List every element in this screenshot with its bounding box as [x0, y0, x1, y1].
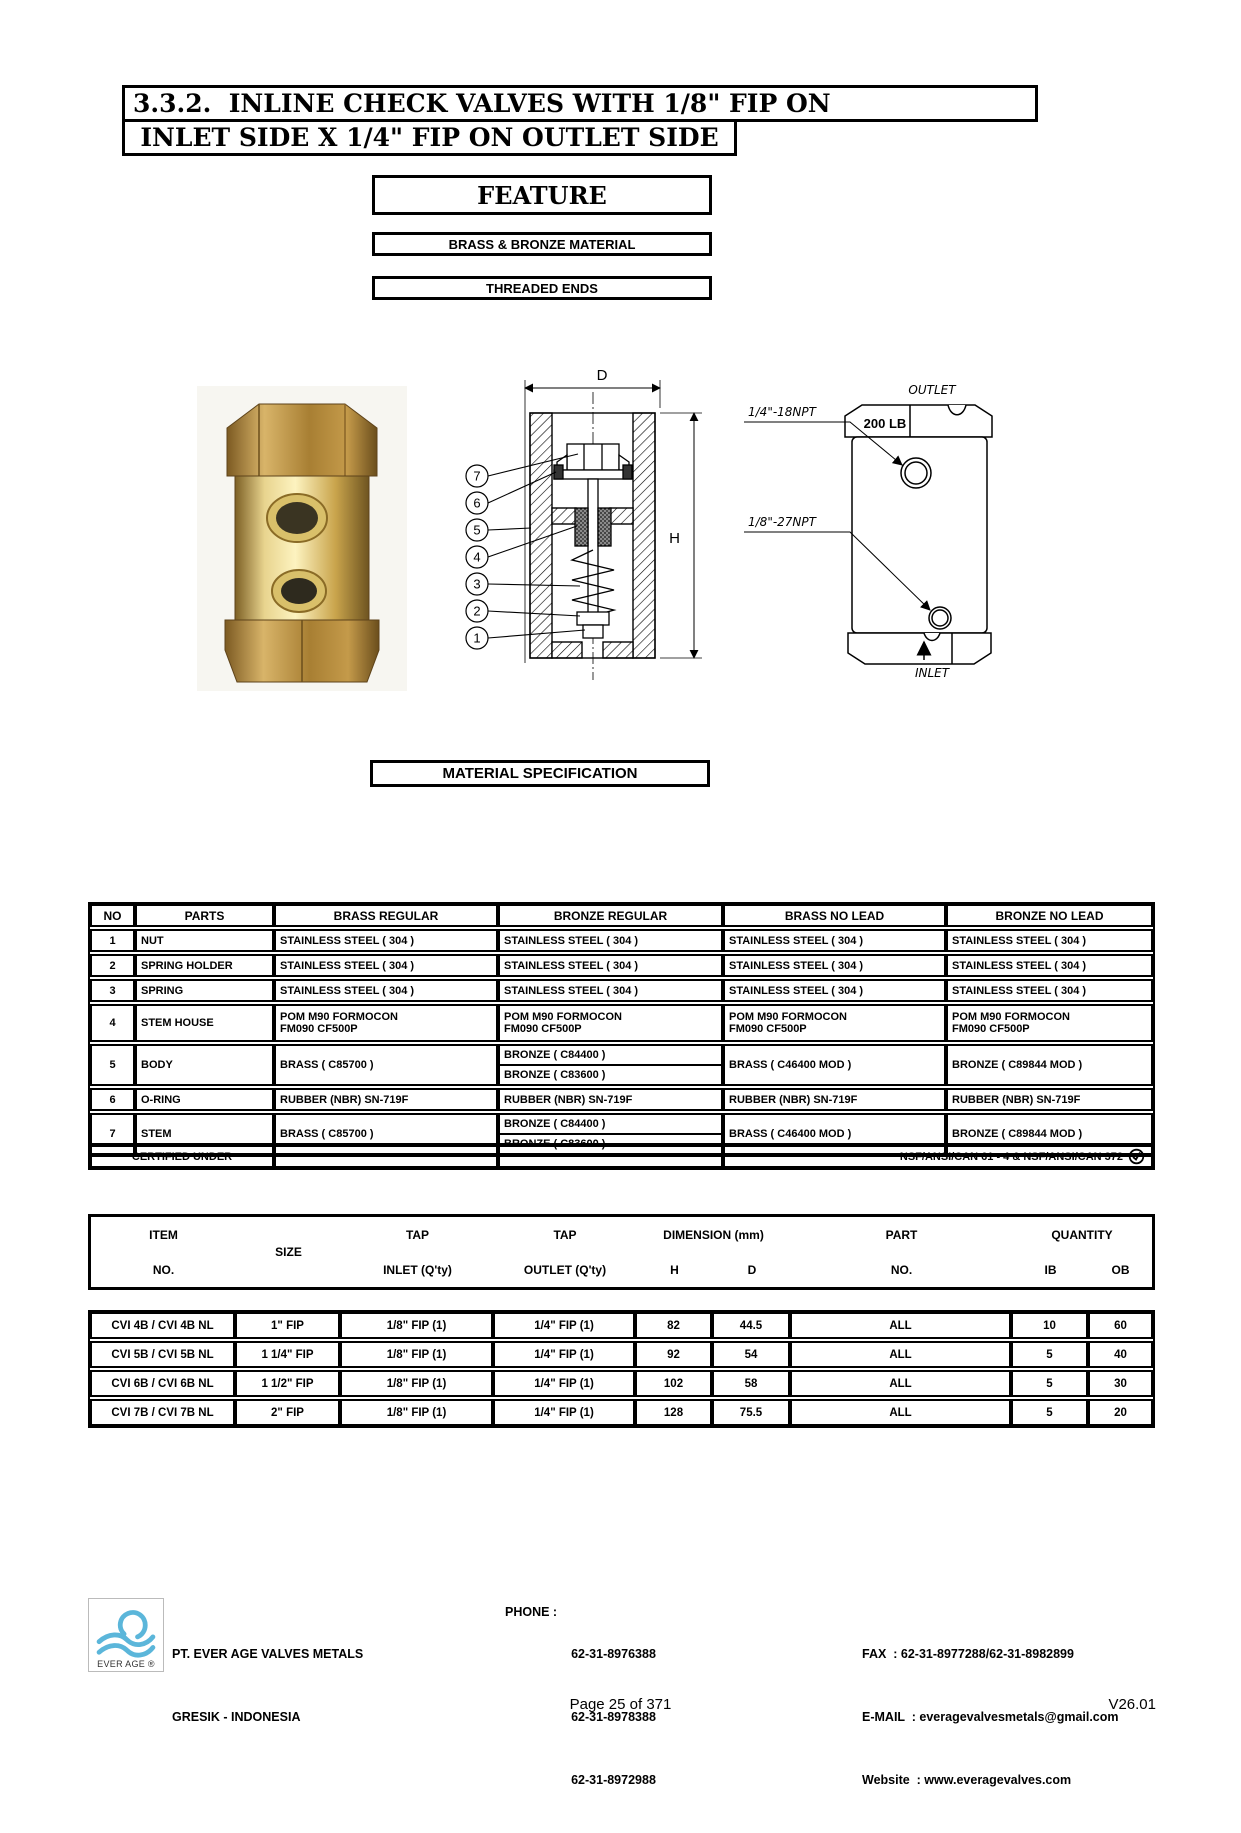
qty-ib: 5 [1011, 1399, 1088, 1426]
cell-bronze-regular: STAINLESS STEEL ( 304 ) [498, 979, 723, 1002]
bronze-option-2: BRONZE ( C83600 ) [504, 1138, 606, 1150]
dim-d: 44.5 [712, 1312, 790, 1339]
email-line: E-MAIL : everagevalvesmetals@gmail.com [862, 1710, 1119, 1724]
phone-number: 62-31-8978388 [571, 1710, 656, 1724]
cell-bronze-regular: STAINLESS STEEL ( 304 ) [498, 954, 723, 977]
feature-material-label: BRASS & BRONZE MATERIAL [448, 236, 636, 252]
valve-port-hole-bottom-inner [281, 578, 317, 604]
bottom-nut [583, 625, 603, 638]
hdr-item-no: NO. [152, 1262, 175, 1277]
material-spec-heading: MATERIAL SPECIFICATION [442, 765, 638, 782]
hdr-quantity: QUANTITY [1051, 1227, 1113, 1242]
row-part: STEM HOUSE [135, 1004, 274, 1042]
dim-d: 58 [712, 1370, 790, 1397]
row-no: 1 [90, 929, 135, 952]
table-row-stem-house [90, 1004, 1153, 1042]
callout-4: 4 [473, 549, 481, 565]
col-brass-regular: BRASS REGULAR [274, 904, 498, 927]
size: 1 1/4" FIP [235, 1341, 340, 1368]
item-no: CVI 6B / CVI 6B NL [90, 1370, 235, 1397]
stem-house-right [598, 508, 611, 546]
inlet-label: INLET [914, 666, 950, 680]
material-line1: POM M90 FORMOCON [280, 1011, 398, 1023]
item-no: CVI 5B / CVI 5B NL [90, 1341, 235, 1368]
logo-text: EVER AGE ® [97, 1659, 155, 1669]
material-line1: POM M90 FORMOCON [504, 1011, 622, 1023]
phone-number: 62-31-8976388 [571, 1647, 656, 1661]
qty-ob: 40 [1088, 1341, 1153, 1368]
hdr-item: ITEM [149, 1227, 178, 1242]
row-no: 5 [90, 1044, 135, 1086]
callout-3: 3 [473, 576, 481, 592]
cell-bronze-no-lead: STAINLESS STEEL ( 304 ) [946, 979, 1153, 1002]
stem-nut [567, 444, 619, 470]
page-title [122, 85, 1038, 156]
hdr-tap-outlet: TAP [553, 1227, 577, 1242]
item-table-body [88, 1310, 1155, 1428]
row-no: 2 [90, 954, 135, 977]
cell-brass-regular: STAINLESS STEEL ( 304 ) [274, 954, 498, 977]
company-info [172, 1602, 363, 1749]
qty-ob: 20 [1088, 1399, 1153, 1426]
tap-inlet: 1/8" FIP (1) [340, 1312, 493, 1339]
catalog-version: V26.01 [1108, 1696, 1156, 1713]
feature-heading-box [372, 175, 712, 215]
material-line2: FM090 CF500P [280, 1023, 358, 1035]
cell-brass-regular [274, 1004, 498, 1042]
size: 1 1/2" FIP [235, 1370, 340, 1397]
valve-top-cap [227, 404, 377, 476]
dim-h: 102 [635, 1370, 712, 1397]
tap-outlet: 1/4" FIP (1) [493, 1370, 635, 1397]
material-spec-table [88, 902, 1155, 1157]
feature-ends-label: THREADED ENDS [486, 280, 598, 296]
page-title-line1: 3.3.2. INLINE CHECK VALVES WITH 1/8" FIP ON [122, 85, 1038, 122]
row-part: BODY [135, 1044, 274, 1086]
row-part: SPRING [135, 979, 274, 1002]
row-part: O-RING [135, 1088, 274, 1111]
cell-bronze-regular: STAINLESS STEEL ( 304 ) [498, 929, 723, 952]
row-no: 6 [90, 1088, 135, 1111]
part-no: ALL [790, 1341, 1011, 1368]
fax-line: FAX : 62-31-8977288/62-31-8982899 [862, 1647, 1074, 1661]
part-no: ALL [790, 1399, 1011, 1426]
certified-under-row [88, 1143, 1155, 1170]
table-row-spring [90, 979, 1153, 1002]
material-line2: FM090 CF500P [952, 1023, 1030, 1035]
cell-brass-no-lead: STAINLESS STEEL ( 304 ) [723, 979, 946, 1002]
cell-bronze-no-lead: BRONZE ( C89844 MOD ) [946, 1113, 1153, 1155]
website-line: Website : www.everagevalves.com [862, 1773, 1072, 1787]
feature-ends-box [372, 276, 712, 300]
qty-ib: 5 [1011, 1370, 1088, 1397]
nsf-certification-icon [1128, 1148, 1145, 1165]
tap-inlet: 1/8" FIP (1) [340, 1341, 493, 1368]
bottom-hex-cap [848, 633, 991, 664]
hdr-outlet-qty: OUTLET (Q'ty) [523, 1262, 607, 1277]
hdr-h: H [670, 1262, 679, 1277]
part-no: ALL [790, 1370, 1011, 1397]
inlet-thread-label: 1/8"-27NPT [748, 515, 816, 529]
callout-6: 6 [473, 495, 481, 511]
material-spec-heading-box [370, 760, 710, 787]
certified-empty-cell [498, 1145, 723, 1168]
valve-outline [845, 405, 992, 664]
dimension-h [660, 413, 702, 658]
page-number: Page 25 of 371 [569, 1696, 672, 1713]
cell-brass-regular: BRASS ( C85700 ) [274, 1044, 498, 1086]
dimension-h-label: H [669, 530, 680, 547]
item-row-cvi4b [90, 1312, 1153, 1339]
qty-ib: 10 [1011, 1312, 1088, 1339]
col-bronze-no-lead: BRONZE NO LEAD [946, 904, 1153, 927]
stem-house-left [575, 508, 588, 546]
qty-ob: 60 [1088, 1312, 1153, 1339]
cell-brass-regular: RUBBER (NBR) SN-719F [274, 1088, 498, 1111]
bronze-option-2: BRONZE ( C83600 ) [504, 1069, 606, 1081]
feature-material-box [372, 232, 712, 256]
item-no: CVI 7B / CVI 7B NL [90, 1399, 235, 1426]
row-part: SPRING HOLDER [135, 954, 274, 977]
company-name: PT. EVER AGE VALVES METALS [172, 1647, 364, 1661]
cell-brass-regular: BRASS ( C85700 ) [274, 1113, 498, 1155]
cell-bronze-no-lead [946, 1004, 1153, 1042]
company-location: GRESIK - INDONESIA [172, 1710, 301, 1724]
dim-h: 92 [635, 1341, 712, 1368]
material-line1: POM M90 FORMOCON [729, 1011, 847, 1023]
certified-label: CERTIFIED UNDER [90, 1145, 274, 1168]
certified-value-cell [723, 1145, 1153, 1168]
table-row-body [90, 1044, 1153, 1086]
pressure-rating-label: 200 LB [863, 416, 907, 431]
hdr-ob: OB [1111, 1262, 1130, 1277]
cell-brass-no-lead [723, 1004, 946, 1042]
phone-numbers [571, 1602, 656, 1833]
col-bronze-regular: BRONZE REGULAR [498, 904, 723, 927]
size: 2" FIP [235, 1399, 340, 1426]
valve-internals [554, 444, 632, 638]
hdr-d: D [747, 1262, 757, 1277]
o-ring-right [623, 465, 632, 479]
phone-number: 62-31-8972988 [571, 1773, 656, 1787]
callout-2: 2 [473, 603, 481, 619]
cell-bronze-regular: RUBBER (NBR) SN-719F [498, 1088, 723, 1111]
cell-brass-no-lead: BRASS ( C46400 MOD ) [723, 1113, 946, 1155]
material-line2: FM090 CF500P [504, 1023, 582, 1035]
bronze-option-1: BRONZE ( C84400 ) [500, 1046, 721, 1066]
tap-outlet: 1/4" FIP (1) [493, 1341, 635, 1368]
dim-h: 82 [635, 1312, 712, 1339]
hdr-part-no: NO. [890, 1262, 913, 1277]
valve-port-hole-top-inner [276, 502, 318, 534]
col-parts: PARTS [135, 904, 274, 927]
col-no: NO [90, 904, 135, 927]
cell-bronze-no-lead: STAINLESS STEEL ( 304 ) [946, 929, 1153, 952]
outline-drawing [700, 378, 1030, 680]
cell-brass-regular: STAINLESS STEEL ( 304 ) [274, 929, 498, 952]
cell-bronze-regular [498, 1004, 723, 1042]
callout-7: 7 [473, 468, 481, 484]
item-row-cvi6b [90, 1370, 1153, 1397]
spring-holder [577, 612, 609, 625]
table-row-nut [90, 929, 1153, 952]
part-no: ALL [790, 1312, 1011, 1339]
row-no: 4 [90, 1004, 135, 1042]
cell-brass-no-lead: BRASS ( C46400 MOD ) [723, 1044, 946, 1086]
tap-outlet: 1/4" FIP (1) [493, 1312, 635, 1339]
tap-inlet: 1/8" FIP (1) [340, 1399, 493, 1426]
outlet-label: OUTLET [908, 383, 956, 397]
hdr-tap-inlet: TAP [405, 1227, 430, 1242]
dim-d: 75.5 [712, 1399, 790, 1426]
material-line1: POM M90 FORMOCON [952, 1011, 1070, 1023]
item-row-cvi7b [90, 1399, 1153, 1426]
callout-1: 1 [473, 630, 481, 646]
callout-5: 5 [473, 522, 481, 538]
hdr-dimension: DIMENSION (mm) [663, 1227, 764, 1242]
product-photo [197, 386, 407, 691]
qty-ob: 30 [1088, 1370, 1153, 1397]
cell-bronze-no-lead: RUBBER (NBR) SN-719F [946, 1088, 1153, 1111]
tap-outlet: 1/4" FIP (1) [493, 1399, 635, 1426]
hdr-ib: IB [1044, 1262, 1057, 1277]
certified-value: NSF/ANSI/CAN 61 - 4 & NSF/ANSI/CAN 372 [899, 1150, 1123, 1163]
size: 1" FIP [235, 1312, 340, 1339]
outlet-thread-label: 1/4"-18NPT [748, 405, 816, 419]
dim-d: 54 [712, 1341, 790, 1368]
bronze-option-1: BRONZE ( C84400 ) [500, 1115, 721, 1135]
phone-info [505, 1602, 656, 1833]
callout-balloons [466, 465, 488, 649]
ever-age-logo-icon [95, 1609, 157, 1659]
cell-bronze-no-lead: BRONZE ( C89844 MOD ) [946, 1044, 1153, 1086]
cell-bronze-no-lead: STAINLESS STEEL ( 304 ) [946, 954, 1153, 977]
certified-row [90, 1145, 1153, 1168]
tap-inlet: 1/8" FIP (1) [340, 1370, 493, 1397]
disc [554, 470, 632, 479]
certified-empty-cell [274, 1145, 498, 1168]
cell-brass-no-lead: RUBBER (NBR) SN-719F [723, 1088, 946, 1111]
item-table-header [88, 1214, 1155, 1290]
phone-label: PHONE : [505, 1605, 558, 1619]
row-part: NUT [135, 929, 274, 952]
item-row-cvi5b [90, 1341, 1153, 1368]
hdr-inlet-qty: INLET (Q'ty) [383, 1262, 452, 1277]
cell-brass-no-lead: STAINLESS STEEL ( 304 ) [723, 929, 946, 952]
cell-brass-regular: STAINLESS STEEL ( 304 ) [274, 979, 498, 1002]
hdr-size: SIZE [275, 1245, 302, 1259]
feature-heading: FEATURE [477, 180, 607, 210]
material-line2: FM090 CF500P [729, 1023, 807, 1035]
hdr-part: PART [885, 1227, 918, 1242]
table-row-o-ring [90, 1088, 1153, 1111]
dimension-d-label: D [596, 367, 608, 384]
col-brass-no-lead: BRASS NO LEAD [723, 904, 946, 927]
cross-section-drawing [430, 358, 730, 690]
spec-header-row [90, 904, 1153, 927]
row-part: STEM [135, 1113, 274, 1155]
row-no: 7 [90, 1113, 135, 1155]
dim-h: 128 [635, 1399, 712, 1426]
cell-brass-no-lead: STAINLESS STEEL ( 304 ) [723, 954, 946, 977]
company-logo [88, 1598, 164, 1672]
cell-bronze-regular-split [498, 1044, 723, 1086]
table-row-spring-holder [90, 954, 1153, 977]
page-title-line2: INLET SIDE X 1/4" FIP ON OUTLET SIDE [122, 119, 737, 156]
row-no: 3 [90, 979, 135, 1002]
qty-ib: 5 [1011, 1341, 1088, 1368]
item-no: CVI 4B / CVI 4B NL [90, 1312, 235, 1339]
